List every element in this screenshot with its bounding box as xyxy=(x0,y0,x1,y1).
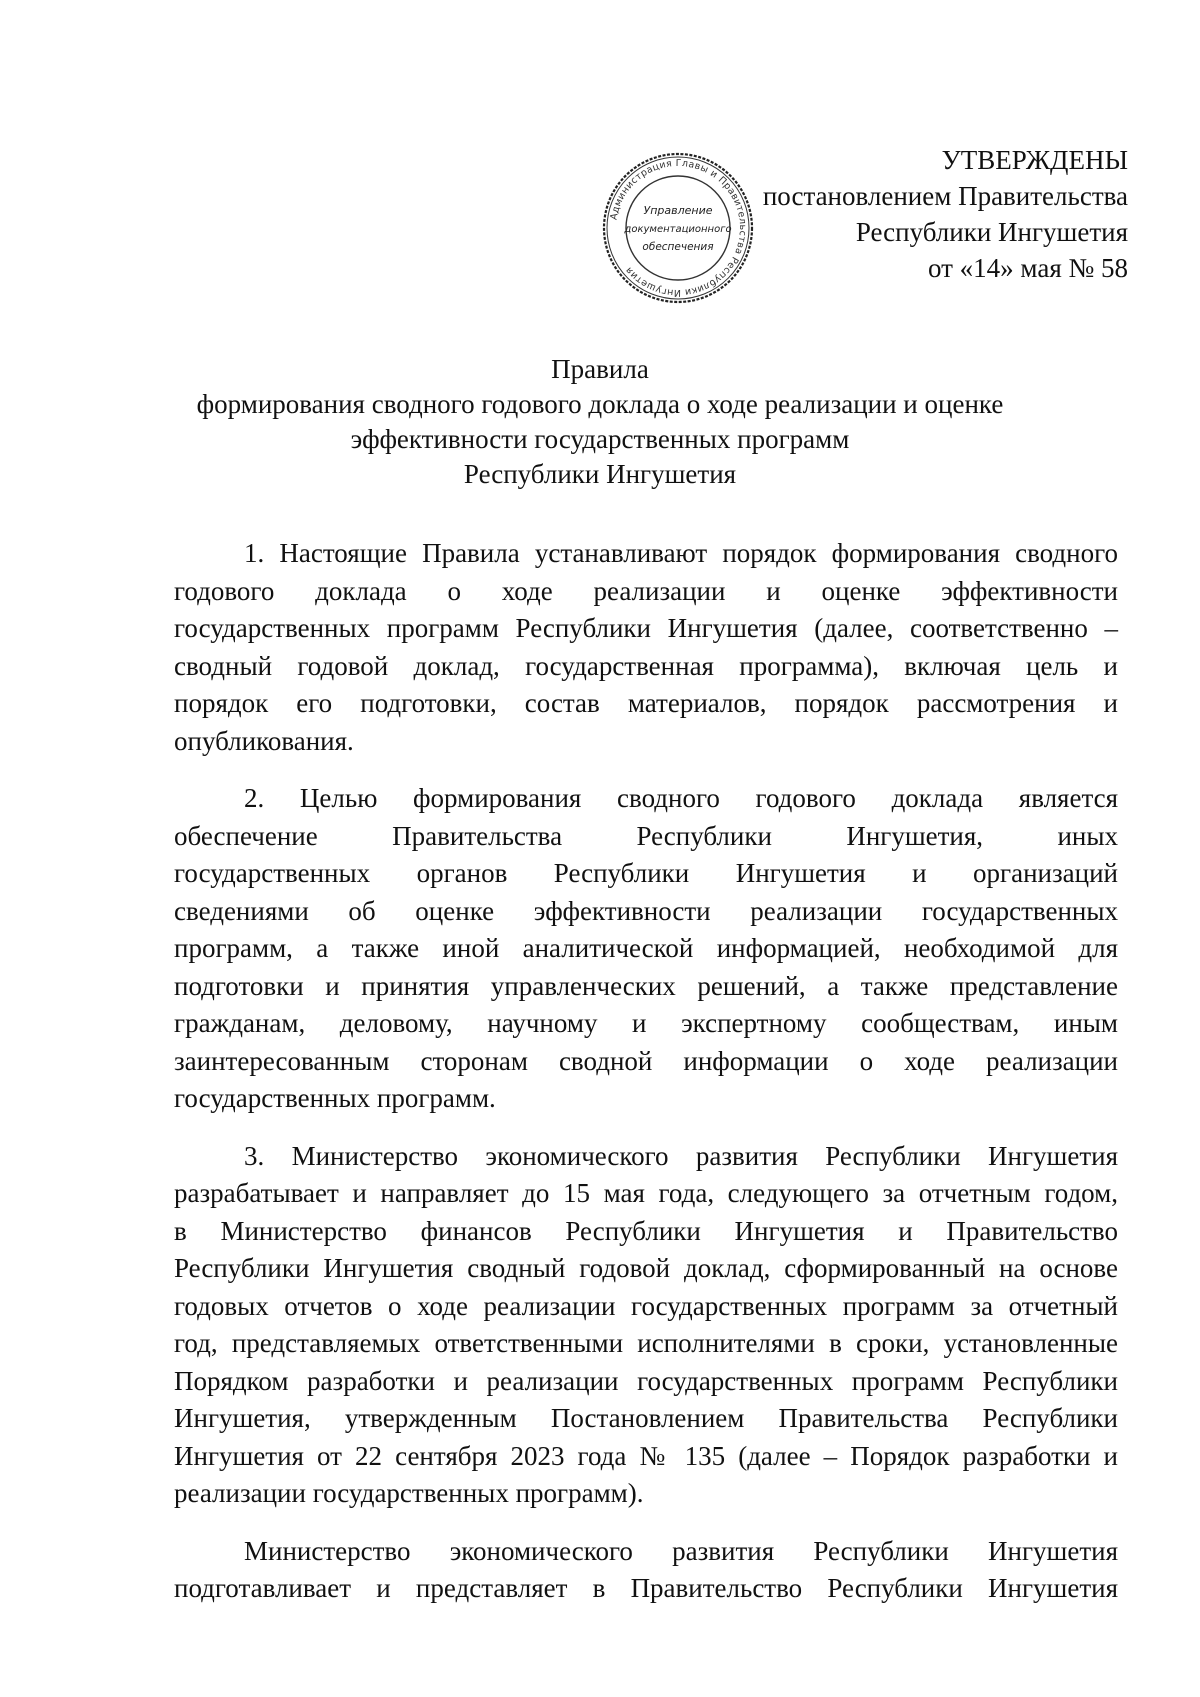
paragraph xyxy=(174,1533,1118,1608)
paragraph-line: 1. Настоящие Правила устанавливают порядок формирования сводного xyxy=(244,538,1118,568)
paragraph-line: подготовки и принятия управленческих решений, а также представление xyxy=(174,970,1118,1001)
title-line: Правила xyxy=(551,354,649,384)
approval-heading: УТВЕРЖДЕНЫ xyxy=(941,145,1128,175)
paragraph-line: программ, а также иной аналитической информацией, необходимой для xyxy=(174,933,1118,963)
paragraph-line: в Министерство финансов Республики Ингушетия и Правительство xyxy=(174,1215,1118,1246)
stamp-center-text: обеспечения xyxy=(642,241,714,253)
paragraph xyxy=(174,780,1118,1118)
paragraph-line: сведениями об оценке эффективности реализации государственных xyxy=(174,895,1118,926)
paragraph-line: Республики Ингушетия сводный годовой доклад, сформированный на основе xyxy=(174,1253,1118,1283)
title-line: формирования сводного годового доклада о ходе реализации и оценке xyxy=(196,389,1004,419)
approval-block xyxy=(708,142,1128,286)
document-body xyxy=(174,535,1118,1628)
paragraph xyxy=(174,1138,1118,1513)
stamp-ring-text: Администрация Главы и Правительства Республики Ингушетия xyxy=(608,157,749,299)
paragraph-line: Порядком разработки и реализации государственных программ Республики xyxy=(174,1365,1118,1396)
paragraph-line: 3. Министерство экономического развития Республики Ингушетия xyxy=(244,1140,1118,1171)
title-line: Республики Ингушетия xyxy=(463,459,737,489)
paragraph-line: год, представляемых ответственными исполнителями в сроки, установленные xyxy=(174,1328,1118,1358)
paragraph-line: государственных органов Республики Ингушетия и организаций xyxy=(174,858,1118,888)
title-line: эффективности государственных программ xyxy=(350,424,850,454)
paragraph-line: разрабатывает и направляет до 15 мая года, следующего за отчетным годом, xyxy=(174,1178,1118,1208)
stamp-center-text: Управление xyxy=(643,204,713,217)
paragraph-line: годового доклада о ходе реализации и оценке эффективности xyxy=(174,575,1118,606)
paragraph-line: гражданам, деловому, научному и экспертному сообществам, иным xyxy=(174,1008,1118,1038)
paragraph-line: обеспечение Правительства Республики Ингушетия, иных xyxy=(174,820,1118,851)
approval-date-number: от «14» мая № 58 xyxy=(927,253,1128,283)
paragraph-line: годовых отчетов о ходе реализации государственных программ за отчетный xyxy=(174,1290,1118,1321)
paragraph-line: порядок его подготовки, состав материалов, порядок рассмотрения и xyxy=(174,688,1118,718)
approval-line: Республики Ингушетия xyxy=(855,217,1128,247)
paragraph-line: Министерство экономического развития Республики Ингушетия xyxy=(244,1535,1118,1566)
paragraph-line: заинтересованным сторонам сводной информации о ходе реализации xyxy=(174,1045,1118,1076)
paragraph-line: Ингушетия, утвержденным Постановлением Правительства Республики xyxy=(174,1403,1118,1433)
paragraph-line: реализации государственных программ). xyxy=(174,1478,644,1508)
paragraph-line: сводный годовой доклад, государственная программа), включая цель и xyxy=(174,650,1118,681)
paragraph-line: 2. Целью формирования сводного годового доклада является xyxy=(244,783,1118,813)
paragraph-line: опубликования. xyxy=(174,725,354,756)
paragraph-line: подготавливает и представляет в Правительство Республики Ингушетия xyxy=(174,1573,1118,1603)
approval-line: постановлением Правительства xyxy=(762,181,1128,211)
document-title xyxy=(140,352,1060,492)
paragraph-line: Ингушетия от 22 сентября 2023 года № 135 (далее – Порядок разработки и xyxy=(174,1440,1118,1471)
paragraph-line: государственных программ Республики Ингушетия (далее, соответственно – xyxy=(174,613,1118,643)
paragraph xyxy=(174,535,1118,760)
stamp-center-text: документационного xyxy=(624,224,732,235)
paragraph-line: государственных программ. xyxy=(174,1083,496,1113)
